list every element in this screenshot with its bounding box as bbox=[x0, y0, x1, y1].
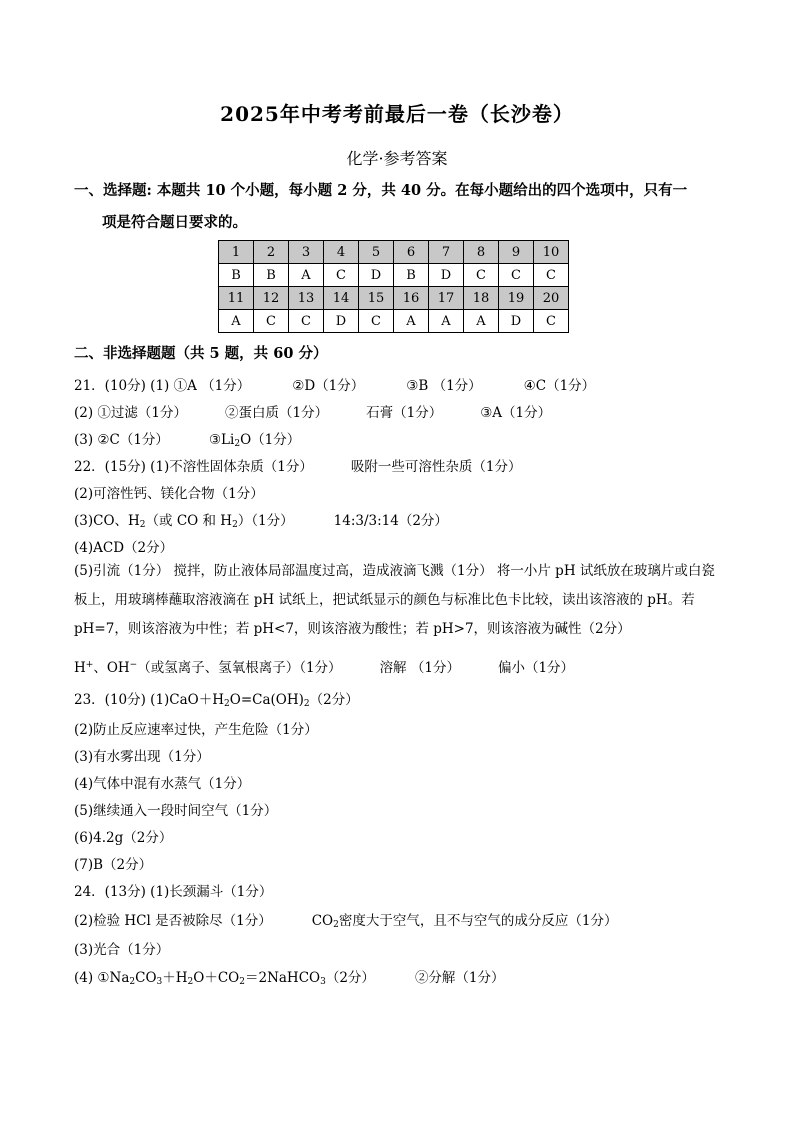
q21-item7: 石膏（1分） bbox=[366, 405, 443, 421]
q21-item8: ③A（1分） bbox=[480, 405, 552, 421]
q22-item4: 14:3/3:14（2分） bbox=[333, 513, 448, 529]
section1-line1: 一、选择题: 本题共 10 个小题，每小题 2 分，共 40 分。在每小题给出的四个选项中，只有一 bbox=[74, 182, 688, 199]
section1-instructions bbox=[74, 180, 724, 234]
answer-table-cell: A bbox=[394, 310, 429, 333]
answer-table-cell: C bbox=[534, 310, 569, 333]
q22-line6 bbox=[74, 656, 574, 676]
q24-item4: ②分解（1分） bbox=[414, 970, 505, 986]
answer-table-cell: B bbox=[394, 264, 429, 287]
q22-item2: 吸附一些可溶性杂质（1分） bbox=[350, 459, 522, 475]
answer-table-number-row bbox=[219, 241, 569, 264]
q22-line2: (2)可溶性钙、镁化合物（1分） bbox=[74, 486, 264, 502]
q21-item3: ③B （1分） bbox=[406, 378, 482, 394]
q24-item1: (2)检验 HCl 是否被除尽（1分） bbox=[74, 913, 272, 929]
answer-table-cell: 16 bbox=[394, 287, 429, 310]
q24-line4 bbox=[74, 966, 505, 986]
q21-item10: $③Li_2O(1$分） bbox=[208, 432, 301, 449]
q22-line4: (4)ACD（2分） bbox=[74, 540, 174, 556]
answer-table-cell: 9 bbox=[499, 241, 534, 264]
answer-table-cell: 11 bbox=[219, 287, 254, 310]
q24-line3: (3)光合（1分） bbox=[74, 942, 170, 958]
q24-line2 bbox=[74, 909, 617, 929]
q23-line7: (7)B（2分） bbox=[74, 857, 153, 873]
answer-table-cell: C bbox=[359, 310, 394, 333]
answer-table-cell: A bbox=[219, 310, 254, 333]
answer-table-cell: 1 bbox=[219, 241, 254, 264]
q21-item1: 21．(10分) (1) ①A （1分） bbox=[74, 378, 251, 394]
answer-table bbox=[218, 240, 569, 333]
q22-line3 bbox=[74, 509, 448, 529]
answer-table-cell: 20 bbox=[534, 287, 569, 310]
q23-line4: (4)气体中混有水蒸气（1分） bbox=[74, 776, 251, 792]
q21-line1 bbox=[74, 374, 595, 394]
q23-line3: (3)有水雾出现（1分） bbox=[74, 749, 210, 765]
q21-item5: (2) ①过滤（1分） bbox=[74, 405, 188, 421]
answer-table-cell: D bbox=[429, 264, 464, 287]
answer-table-cell: C bbox=[324, 264, 359, 287]
answer-table-cell: 4 bbox=[324, 241, 359, 264]
answer-table-answer-row bbox=[219, 264, 569, 287]
q23-line1: 23．(10分) $(1)CaO+H_2O=Ca(OH)_2(2$分） bbox=[74, 692, 359, 709]
answer-table-cell: C bbox=[499, 264, 534, 287]
q21-line2 bbox=[74, 401, 551, 421]
q22-item6: H+、OH−（或氢离子、氢氧根离子）（1分） bbox=[74, 660, 342, 676]
answer-table-cell: 14 bbox=[324, 287, 359, 310]
answer-table-cell: A bbox=[289, 264, 324, 287]
q24-item2: $CO_2$密度大于空气，且不与空气的成分反应（1分） bbox=[311, 913, 618, 930]
answer-table-cell: C bbox=[464, 264, 499, 287]
answer-table-cell: 2 bbox=[254, 241, 289, 264]
section2-heading: 二、非选择题题（共 5 题，共 60 分） bbox=[74, 345, 328, 362]
answer-table-cell: 17 bbox=[429, 287, 464, 310]
q22-line1 bbox=[74, 455, 522, 475]
answer-table-cell: 19 bbox=[499, 287, 534, 310]
q22-item1: 22．(15分) (1)不溶性固体杂质（1分） bbox=[74, 459, 313, 475]
answer-table-cell: 12 bbox=[254, 287, 289, 310]
q21-line3 bbox=[74, 428, 300, 448]
answer-table-cell: C bbox=[254, 310, 289, 333]
page-subtitle: 化学·参考答案 bbox=[346, 149, 448, 168]
q23-line6: (6)4.2g（2分） bbox=[74, 830, 173, 846]
q24-item3: (4) $①Na_2CO_3+H_2O+CO_2=2NaHCO_3(2$分） bbox=[74, 970, 375, 987]
answer-table-cell: C bbox=[289, 310, 324, 333]
answer-table-cell: 5 bbox=[359, 241, 394, 264]
answer-table-cell: 8 bbox=[464, 241, 499, 264]
q22-item8: 偏小（1分） bbox=[497, 660, 575, 676]
answer-table-cell: D bbox=[499, 310, 534, 333]
answer-table-cell: 3 bbox=[289, 241, 324, 264]
section1-line2: 项是符合题日要求的。 bbox=[102, 214, 247, 231]
answer-table-answer-row bbox=[219, 310, 569, 333]
q23-line2: (2)防止反应速率过快，产生危险（1分） bbox=[74, 722, 318, 738]
answer-table-cell: B bbox=[254, 264, 289, 287]
answer-table-cell: 7 bbox=[429, 241, 464, 264]
q22-item3: (3)CO、$H_2$（或 CO 和 $H_2)(1$分） bbox=[74, 513, 294, 530]
q22-paragraph5: (5)引流（1分） 搅拌，防止液体局部温度过高，造成液滴飞溅（1分） 将一小片 pH 试纸放在玻璃片或白瓷板上，用玻璃棒蘸取溶液滴在 pH 试纸上，把试纸显示的颜色与标准比色卡比较，读出该溶液的 pH。若 pH=7，则该溶液为中性；若 pH<7，则该溶液为酸性；若 pH>7，则该溶液为碱性（2分） bbox=[74, 563, 715, 637]
answer-table-number-row bbox=[219, 287, 569, 310]
answer-table-cell: C bbox=[534, 264, 569, 287]
answer-table-cell: D bbox=[324, 310, 359, 333]
q23-line5: (5)继续通入一段时间空气（1分） bbox=[74, 803, 278, 819]
answer-table-cell: 13 bbox=[289, 287, 324, 310]
q21-item2: ②D（1分） bbox=[292, 378, 365, 394]
answer-table-cell: 15 bbox=[359, 287, 394, 310]
answer-table-cell: B bbox=[219, 264, 254, 287]
q21-item6: ②蛋白质（1分） bbox=[225, 405, 329, 421]
q21-item4: ④C（1分） bbox=[523, 378, 596, 394]
answer-table-cell: 6 bbox=[394, 241, 429, 264]
answer-table-cell: A bbox=[464, 310, 499, 333]
q22-item7: 溶解 （1分） bbox=[379, 660, 460, 676]
q21-item9: (3) ②C（1分） bbox=[74, 432, 169, 448]
page-title: 2025年中考考前最后一卷（长沙卷） bbox=[220, 102, 574, 126]
answer-table-cell: 10 bbox=[534, 241, 569, 264]
answer-table-cell: 18 bbox=[464, 287, 499, 310]
answer-table-cell: A bbox=[429, 310, 464, 333]
answer-table-cell: D bbox=[359, 264, 394, 287]
q24-line1: 24．(13分) (1)长颈漏斗（1分） bbox=[74, 884, 273, 900]
